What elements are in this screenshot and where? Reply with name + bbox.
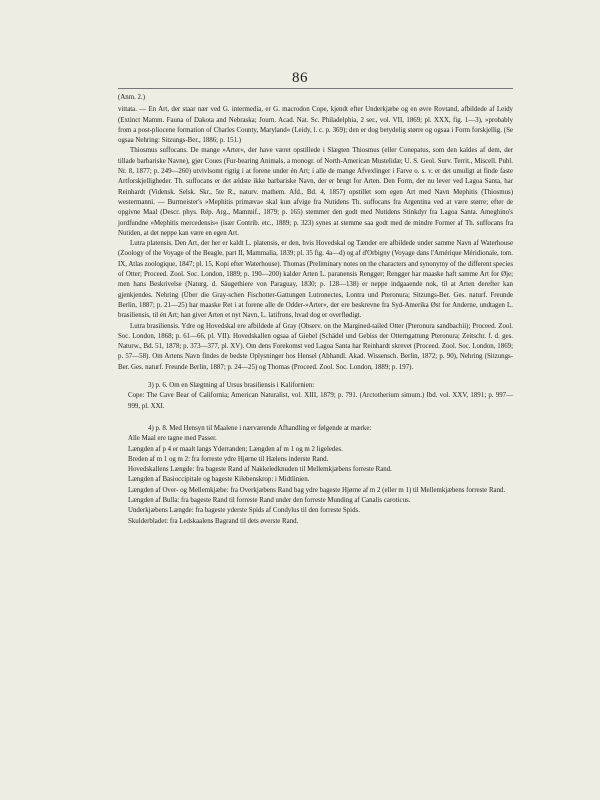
header-rule — [118, 88, 513, 89]
note-4-line: Længden af Over- og Mellemkjæbe: fra Overkjæbens Rand bag ydre bageste Hjørne af m 2 (eller m 1) til Mellemkjæbens forreste Rand. — [128, 486, 506, 494]
page-number: 86 — [292, 70, 308, 86]
page-body — [118, 93, 513, 527]
note-4-line: Længden af p 4 er maalt langs Yderranden; Længden af m 1 og m 2 ligeledes. — [128, 445, 343, 453]
note-4-line: Skulderbladet: fra Ledskaalens Bagrand til dets øverste Rand. — [128, 517, 299, 525]
note-4-line: Alle Maal ere tagne med Passer. — [128, 435, 217, 443]
note-4-line: Længden af Bulla: fra bageste Rand til forreste Rand under den forreste Munding af Canalis caroticus. — [128, 496, 411, 504]
note-4-line: Breden af m 1 og m 2: fra forreste ydre Hjørne til Hælens inderste Rand. — [128, 455, 329, 463]
note-3-lead: 3) p. 6. Om en Slægtning af Ursus brasiliensis i Kalifornien: — [148, 382, 315, 390]
paragraph-vittata: vittata. — En Art, der staar nær ved G. intermedia, er G. macrodon Cope, kjendt efter Underkjæbe og en øvre Rovtand, afbildede af Leidy (Extinct Mamm. Fauna of Dakota and Nebraska; Journ. Acad. Nat. Sc. Philadelphia, 2 ser., vol. VII, 1869; pl. XXX, fig. 1—3), »probably from a post-pliocene formation of Charles County, Maryland« (Leidy, l. c. p. 369); den er dog betydelig større og ogsaa i Form forskjellig. (Se ogsaa Nehring: Sitzungs-Ber., 1886; p. 151.) — [118, 106, 513, 145]
paragraph-lutra-brasiliensis: Lutra brasiliensis. Ydre og Hovedskal ere afbildede af Gray (Observ. on the Margined-tailed Otter (Pteronura sandbachii); Proceed. Zool. Soc. London, 1868; p. 61—66, pl. VII). Hovedskallen ogsaa af Giebel (Schädel und Gebiss der Otterngattung Pteronura; Zeitschr. f. d. ges. Naturw., Bd. 51, 1878; p. 373—377, pl. XV). Om dens Forekomst ved Lagoa Santa har Reinhardt skrevet (Proceed. Zool. Soc. London, 1869; p. 57—58). Om Artens Navn findes de bedste Oplysninger hos Hensel (Abhandl. Akad. Wissensch. Berlin, 1872; p. 90), Nehring (Sitzungs-Ber. Ges. naturf. Freunde Berlin, 1887; p. 24—25) og Thomas (Proceed. Zool. Soc. London, 1889; p. 197). — [118, 322, 513, 371]
note-4-lead: 4) p. 8. Med Hensyn til Maalene i nærværende Afhandling er følgende at mærke: — [148, 424, 372, 432]
paragraph-thiosmus: Thiosmus suffocans. De mange »Arter«, der have været opstillede i Slægten Thiosmus (eller Conepatus, som den kaldes af dem, der tillade barbariske Navne), gjør Coues (Fur-bearing Animals, a monogr. of North-American Mustelidæ; U. S. Geol. Surv. Territ., Miscell. Publ. Nr. 8, 1877; p. 249—260) utvivlsomt rigtig i at forene under én Art; i alle de mange Afvexlinger i Farve o. s. v. er det umuligt at finde faste Artforskjelligheder. Th. suffocans er det ældste ikke barbariske Navn, der er brugt for Arten. Den Form, der nu lever ved Lagoa Santa, har Reinhardt (Vidensk. Selsk. Skr., 5te R., naturv. mathem. Afd., Bd. 4, 1857) opstillet som egen Art med Navn Mephitis (Thiosmus) westermanni. — Burmeister's »Mephitis primæva« skal kun afvige fra Nutidens Th. suffocans fra Argentina ved at være større; efter de opgivne Maal (Descr. phys. Rép. Arg., Mammif., 1879; p. 165) stemmer den godt med Nutidens Stinkdyr fra Lagoa Santa. Ameghino's jordfundne »Mephitis mercedensis« (især Contrib. etc., 1889; p. 323) synes at stemme saa godt med de mindre Former af Th. suffocans fra Nutiden, at det neppe kan være en egen Art. — [118, 147, 513, 237]
note-4 — [118, 424, 513, 527]
note-3-body: Cope: The Cave Bear of California; American Naturalist, vol. XIII, 1879; p. 791. (Arctotherium simum.) Ibd. vol. XXV, 1891; p. 997—999, pl. XXI. — [128, 392, 513, 410]
note-3 — [118, 381, 513, 412]
paragraph-lutra-platensis: Lutra platensis. Den Art, der her er kaldt L. platensis, er den, hvis Hovedskal og Tænder ere afbildede under samme Navn af Waterhouse (Zoology of the Voyage of the Beagle, part II, Mammalia, 1839; pl. 35 fig. 4a—d) og af d'Orbigny (Voyage dans l'Amérique Méridionale, tom. IX, Atlas zoologique, 1847; pl. 15, Kopi efter Waterhouse). Thomas (Preliminary notes on the characters and synonymy of the different species of Otter; Proceed. Zool. Soc. London, 1889; p. 190—200) kalder Arten L. paranensis Rengger; Rengger har maaske haft samme Art for Øje; men hans Beskrivelse (Naturg. d. Säugethiere von Paraguay, 1830; p. 128—138) er neppe indgaaende nok, til at Arten derefter kan gjenkjendes. Nehring (Über die Gray-schen Fischotter-Gattungen Lutronectes, Lontra und Pteronura; Sitzungs-Ber. Ges. naturf. Freunde Berlin, 1887; p. 21—25) har maaske Ret i at forene alle de Odder-»Arter«, der ere beskrevne fra Syd-Amerika Øst for Anderne, undtagen L. brasiliensis, til én Art; han giver Arten et nyt Navn, L. latifrons, hvad dog er overflødigt. — [118, 240, 513, 320]
note-4-line: Længden af Basioccipitale og bageste Kilebenskrop: i Midtlinien. — [128, 476, 310, 484]
note-4-line: Underkjæbens Længde: fra bageste yderste Spids af Condylus til den forreste Spids. — [128, 507, 360, 515]
note-4-line: Hovedskallens Længde: fra bageste Rand af Nakkeledknuden til Mellemkjæbens forreste Rand. — [128, 466, 392, 474]
annotation-label: (Anm. 2.) — [118, 94, 145, 101]
